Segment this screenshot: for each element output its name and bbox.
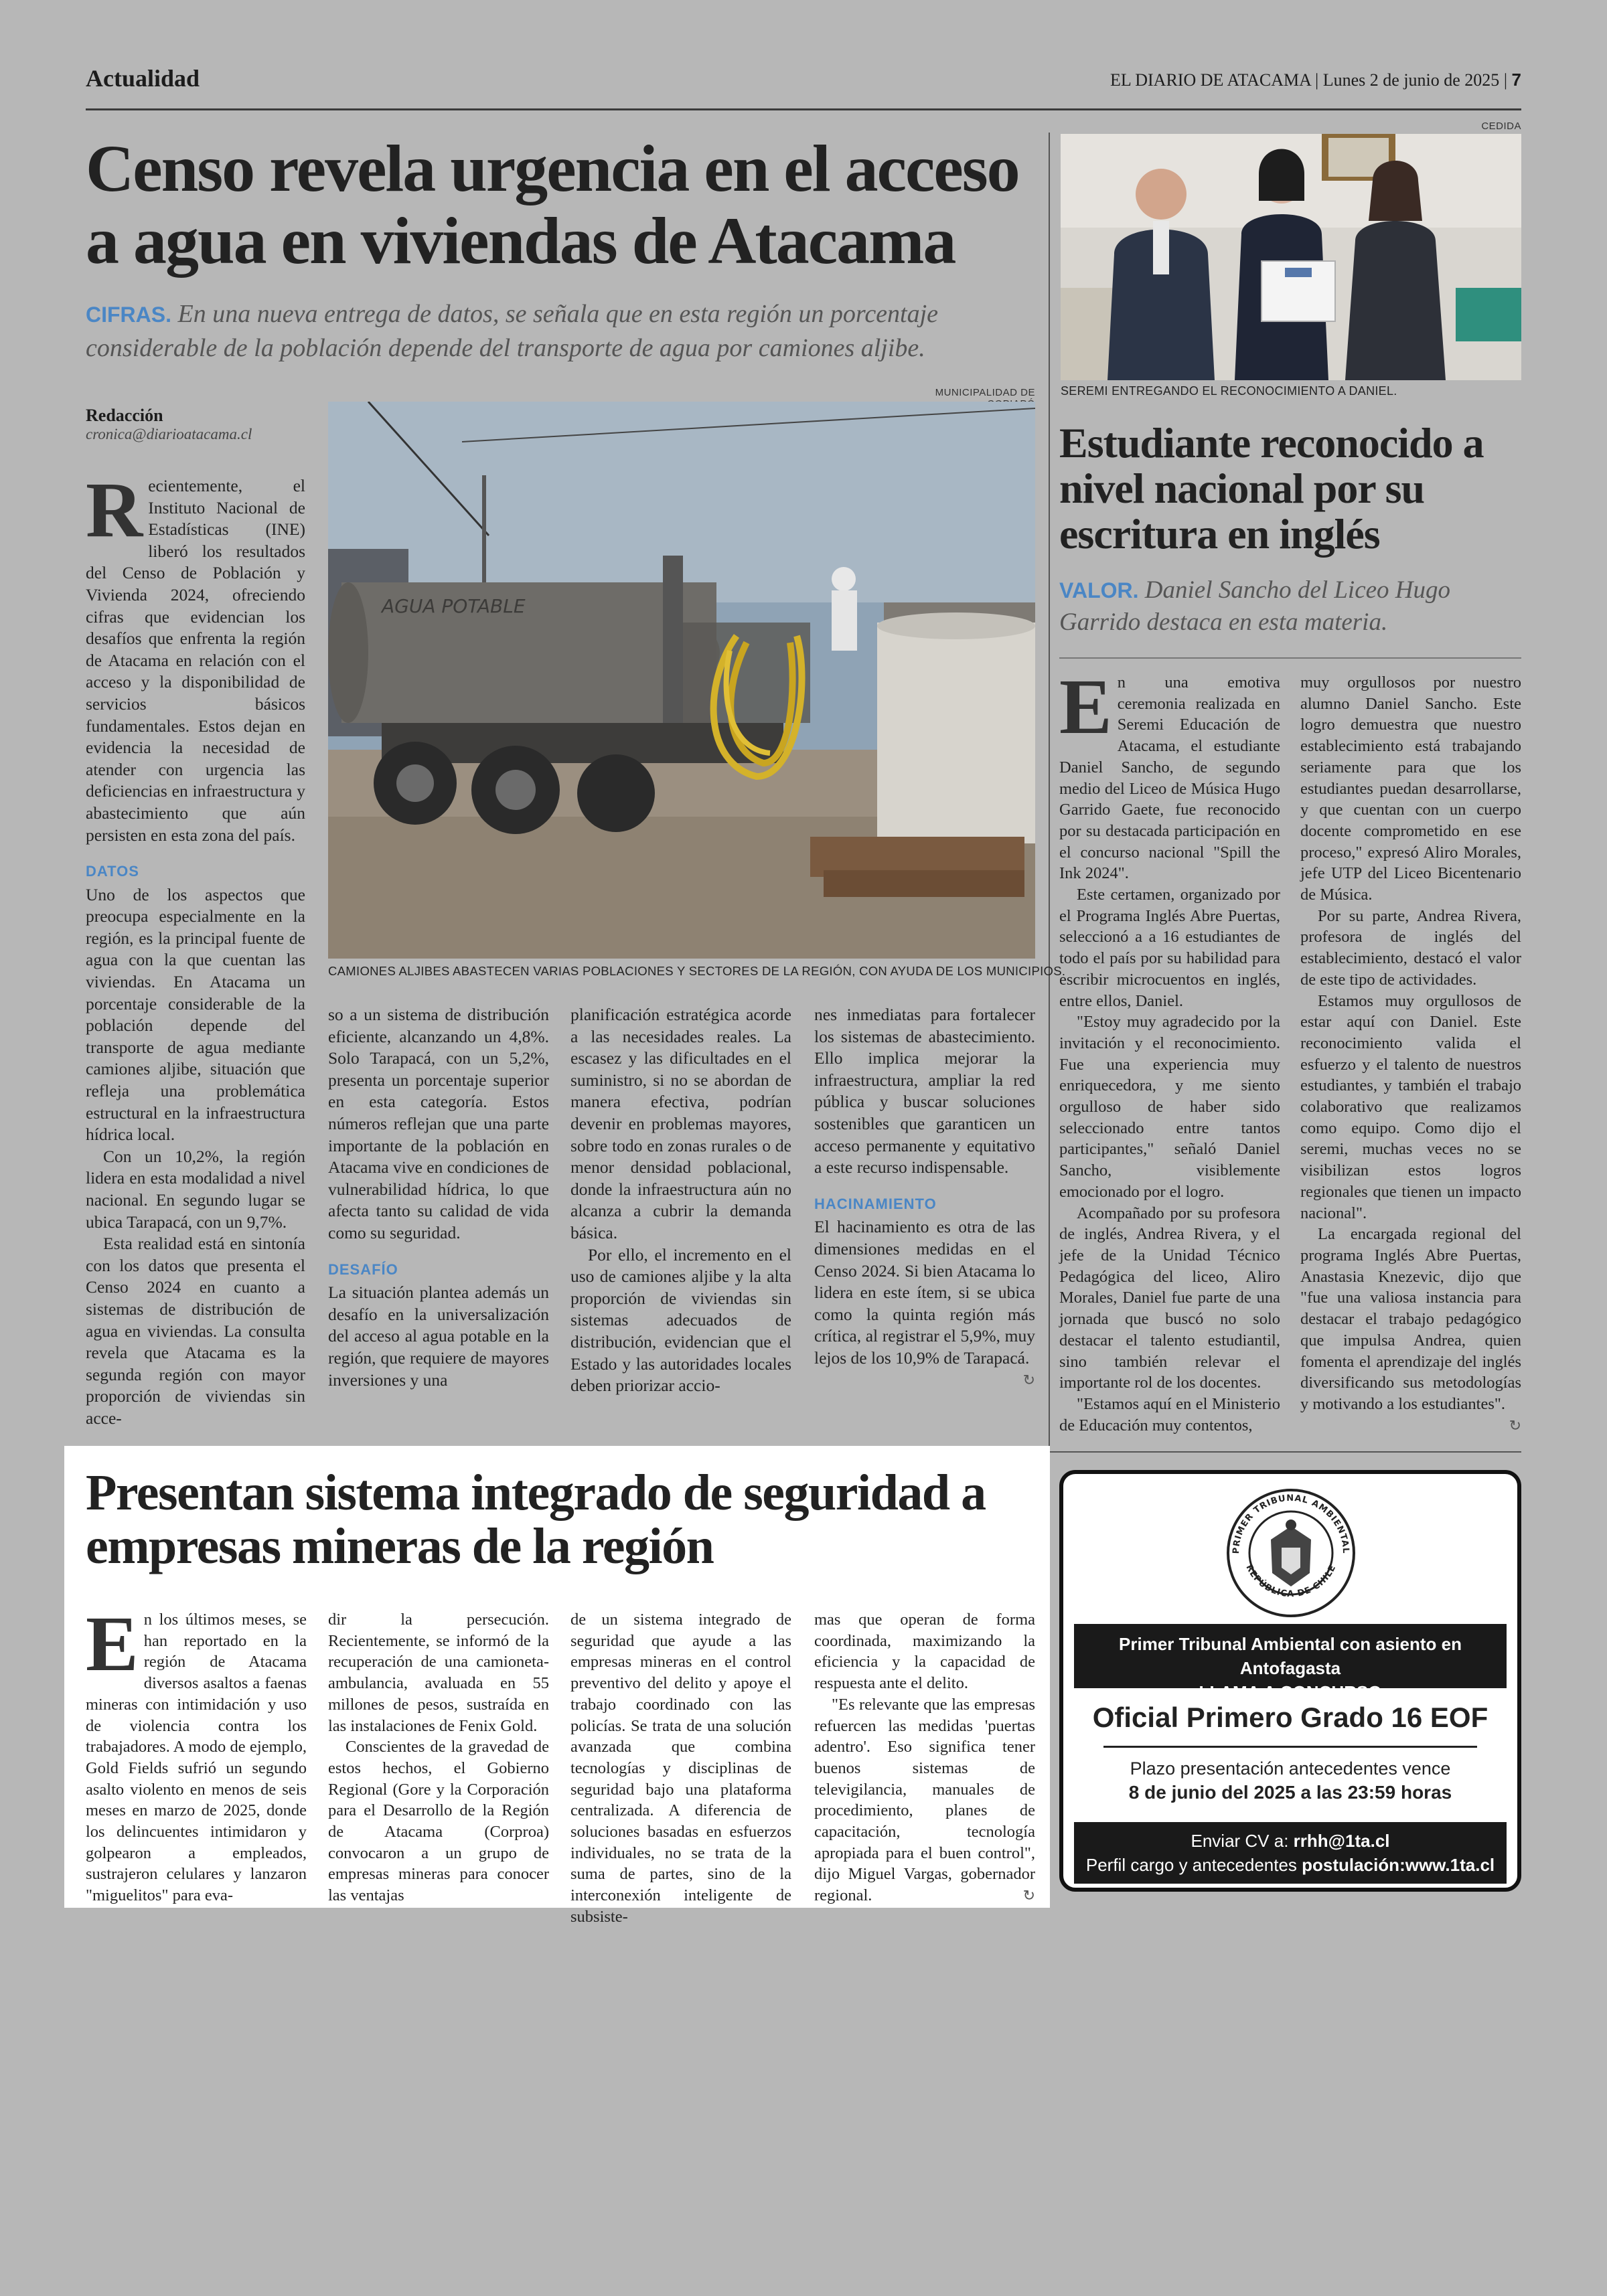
ad-position: Oficial Primero Grado 16 EOF [1092,1702,1488,1733]
main-col2-p2: La situación plantea además un desafío en la universalización del acceso al agua potable en la región, que requiere de mayores inversiones y una [328,1283,549,1390]
side-col1-p5: "Estamos aquí en el Ministerio de Educación muy contentos, [1059,1394,1280,1434]
byline-email: cronica@diarioatacama.cl [86,426,252,442]
main-col1-p1: ecientemente, el Instituto Nacional de Estadísticas (INE) liberó los resultados del Censo de Población y Vivienda 2024, ofreciendo cifras que evidencian los desafíos que enfrenta la región de Atacama en relación con el acceso y la disponibilidad de servicios básicos fundamentales. Estos dejan en evidencia la necesidad de atender con urgencia las deficiencias en infraestructura y abastecimiento que aún persisten en esta zona del país. [86,476,305,845]
ad-line2: LLAMA A CONCURSO [1199,1682,1382,1702]
ad-band-bottom [1074,1822,1507,1884]
award-photo [1061,134,1521,380]
side-col1-p1: n una emotiva ceremonia realizada en Seremi Educación de Atacama, el estudiante Daniel Sancho, de segundo medio del Liceo de Música Hugo Garrido Gaete, fue reconocido por su destacada participación en el concurso nacional "Spill the Ink 2024". [1059,673,1280,883]
side-photo-credit: CEDIDA [1481,120,1521,132]
bottom-dropcap: E [86,1600,139,1688]
bottom-col1-text: n los últimos meses, se han reportado en la región de Atacama diversos asaltos a faenas mineras con intimidación y uso de violencia contra los trabajadores. A modo de ejemplo, Gold Fields sufrió un segundo asalto violento en menos de seis meses en marzo de 2025, donde los delincuentes intimidaron y golpearon a empleados, sustrajeron celulares y lanzaron "miguelitos" para eva- [86,1611,307,1905]
bottom-col4-p2: "Es relevante que las empresas refuercen las medidas 'puertas adentro'. Eso significa tener buenos sistemas de televigilancia, manuales de procedimiento, planes de capacitación, tecnología apropiada para el buen control", dijo Miguel Vargas, gobernador regional. [814,1695,1035,1905]
side-col-1 [1059,663,1280,1436]
main-col1-p4: Esta realidad está en sintonía con los datos que presenta el Censo 2024 en cuanto a sistemas de distribución de agua en viviendas. La consulta revela que Atacama es la segunda región con mayor proporción de viviendas sin acce- [86,1234,305,1428]
section-desafio: DESAFÍO [328,1260,398,1278]
side-dropcap: E [1059,663,1112,750]
side-headline: Estudiante reconocido a nivel nacional por su escritura en inglés [1059,419,1484,558]
main-headline [86,133,1043,277]
bottom-col-1 [86,1600,307,1906]
side-col-2 [1300,672,1521,1436]
byline [86,406,252,443]
main-col3-p2: Por ello, el incremento en el uso de camiones aljibe y la alta proporción de viviendas sin sistemas adecuados de distribución, evidencian que el Estado y las autoridades locales deben priorizar accio- [570,1244,791,1396]
bottom-end-mark: ↻ [1022,1887,1035,1904]
side-col2-p1: muy orgullosos por nuestro alumno Daniel Sancho. Este logro demuestra que nuestro establecimiento está trabajando seriamente para que los estudiantes puedan desarrollarse, y que cuentan con un cuerpo docente comprometido en ese proceso," expresó Aliro Morales, jefe UTP del Liceo Bicentenario de Música. [1300,673,1521,904]
ad-rule [1103,1746,1477,1748]
side-photo-caption: SEREMI ENTREGANDO EL RECONOCIMIENTO A DANIEL. [1061,384,1397,398]
truck-photo [328,402,1035,959]
main-col1-p2: Uno de los aspectos que preocupa especialmente en la región, es la principal fuente de agua con la que cuentan las viviendas. En Atacama un porcentaje considerable de la población depende del transporte de agua mediante camiones aljibe, situación que refleja una problemática estructural en la infraestructura hídrica local. [86,884,305,1145]
side-kicker: VALOR. [1059,578,1139,602]
byline-name: Redacción [86,406,163,425]
main-col1-p3: Con un 10,2%, la región lidera en esta modalidad a nivel nacional. En segundo lugar se ubica Tarapacá, con un 9,7%. [86,1146,305,1232]
bottom-col3-text: de un sistema integrado de seguridad que ayude a las empresas mineras en el control preventivo del delito y apoye el trabajo coordinado con las policías. Se trata de una solución avanzada que combina tecnologías y disciplinas de seguridad bajo una plataforma centralizada. A diferencia de soluciones basadas en esfuerzos individuales, no se trata de la suma de partes, sino de la interconexión inteligente de subsiste- [570,1611,791,1926]
bottom-col2-p2: Conscientes de la gravedad de estos hechos, el Gobierno Regional (Gore y la Corporación para el Desarrollo de la Región de Atacama (Corproa) convocaron a un grupo de empresas mineras para conocer las ventajas [328,1738,549,1905]
side-rule [1059,657,1521,659]
page-number: 7 [1511,70,1521,90]
seal-top-text: PRIMER TRIBUNAL AMBIENTAL [1231,1493,1351,1554]
section-hacinamiento: HACINAMIENTO [814,1195,937,1212]
main-col4-p2: El hacinamiento es otra de las dimensiones medidas en el Censo 2024. Si bien Atacama lo lidera en este ítem, si se ubica como la quinta región más crítica, al registrar el 5,9%, muy lejos de los 10,9% de Tarapacá. [814,1217,1035,1368]
side-col2-p4: La encargada regional del programa Inglés Abre Puertas, Anastasia Knezevic, dijo que "fue una valiosa instancia para destacar el trabajo pedagógico que impulsa Andrea, quien fomenta el aprendizaje del inglés diversificando sus metodologías y motivando a los estudiantes". [1300,1225,1521,1413]
bottom-col2-p1: dir la persecución. Recientemente, se informó de la recuperación de una camioneta-ambulancia, avaluada en 55 millones de pesos, sustraída en las instalaciones de Fenix Gold. [328,1611,549,1735]
column-divider [1049,133,1050,1451]
side-col1-p4: Acompañado por su profesora de inglés, Andrea Rivera, y el jefe de la Unidad Técnico Pedagógica del liceo, Aliro Morales, Daniel fue parte de una jornada que buscó no solo destacar el talento estudiantil, sino también relevar el importante rol de los docentes. [1059,1204,1280,1392]
ad-profile-label: Perfil cargo y antecedentes [1085,1855,1297,1875]
seal-bottom-text: REPÚBLICA DE CHILE [1243,1563,1338,1600]
photo-credit: MUNICIPALIDAD DE [935,387,1035,398]
section-datos: DATOS [86,863,139,880]
main-photo-caption: CAMIONES ALJIBES ABASTECEN VARIAS POBLACIONES Y SECTORES DE LA REGIÓN, CON AYUDA DE LOS MUNICIPIOS. [328,964,1066,978]
main-end-mark: ↻ [1022,1371,1035,1388]
ad-plazo2: 8 de junio del 2025 a las 23:59 horas [1128,1782,1452,1803]
side-subhead [1059,574,1521,639]
main-col-2 [328,1004,549,1391]
publication-name: EL DIARIO DE ATACAMA [1109,70,1311,90]
bottom-col-4 [814,1609,1035,1906]
ad-line1: Primer Tribunal Ambiental con asiento en Antofagasta [1119,1634,1462,1678]
main-dropcap: R [86,466,143,554]
bottom-col-2 [328,1609,549,1906]
ad-deadline [1063,1756,1517,1805]
tribunal-seal [1224,1486,1358,1620]
main-col2-p1: so a un sistema de distribución eficiente, alcanzando un 4,8%. Solo Tarapacá, con un 5,2%, presenta un porcentaje superior en esta categoría. Estos números reflejan que una parte importante de la población en Atacama vive en condiciones de vulnerabilidad hídrica, lo que afecta tanto su calidad de vida como su seguridad. [328,1005,549,1242]
header-rule [86,108,1521,110]
side-subhead-text: Daniel Sancho del Liceo Hugo Garrido destaca en esta materia. [1059,576,1451,636]
main-subhead [86,297,1050,365]
tank-text: AGUA POTABLE [382,595,526,617]
main-col3-p1: planificación estratégica acorde a las necesidades reales. La escasez y las dificultades en el suministro, si no se abordan de manera efectiva, podrían devenir en problemas mayores, sobre todo en zonas rurales o de menor densidad poblacional, donde la infraestructura aún no alcanza a cubrir la demanda básica. [570,1005,791,1242]
side-col1-p2: Este certamen, organizado por el Programa Inglés Abre Puertas, seleccionó a a 16 estudiantes de todo el país por su habilidad para escribir microcuentos en inglés, entre ellos, Daniel. [1059,886,1280,1010]
ad-profile-url[interactable]: postulación:www.1ta.cl [1302,1855,1495,1875]
ad-band-top [1074,1624,1507,1702]
bottom-col-3 [570,1609,791,1928]
main-col4-p1: nes inmediatas para fortalecer los sistemas de abastecimiento. Ello implica mejorar la infraestructura, ampliar la red pública y buscar soluciones sostenibles que garanticen un acceso permanente y equitativo a este recurso indispensable. [814,1005,1035,1177]
bottom-col4-p1: mas que operan de forma coordinada, maximizando la eficiencia y la capacidad de respuesta ante el delito. [814,1611,1035,1693]
ad-cv-label: Enviar CV a: [1191,1831,1289,1851]
job-ad [1059,1470,1521,1892]
side-end-mark: ↻ [1509,1416,1521,1434]
main-subhead-text: En una nueva entrega de datos, se señala que en esta región un porcentaje considerable de la población depende del transporte de agua por camiones aljibe. [86,300,939,362]
bottom-divider [1049,1451,1521,1453]
ad-plazo1: Plazo presentación antecedentes vence [1130,1758,1451,1779]
section-label: Actualidad [86,65,200,92]
main-col-1 [86,466,305,1430]
publication-info: EL DIARIO DE ATACAMA | Lunes 2 de junio de 2025 | 7 [1109,70,1521,90]
main-col-3 [570,1004,791,1397]
main-headline-line2: a agua en viviendas de Atacama [86,203,955,278]
ad-cv-email[interactable]: rrhh@1ta.cl [1293,1831,1390,1851]
side-col2-p3: Estamos muy orgullosos de estar aquí con Daniel. Este reconocimiento valida el esfuerzo y el talento de nuestros estudiantes, y también el trabajo colaborativo que realizamos como equipo. Como dijo el seremi, muchas veces no se visibilizan estos logros regionales que tienen un impacto nacional". [1300,991,1521,1222]
publication-date: Lunes 2 de junio de 2025 [1322,70,1500,90]
main-col-4 [814,1004,1035,1391]
side-col2-p2: Por su parte, Andrea Rivera, profesora de inglés del establecimiento, destacó el valor de este tipo de actividades. [1300,906,1521,989]
main-headline-line1: Censo revela urgencia en el acceso [86,131,1019,206]
side-col1-p3: "Estoy muy agradecido por la invitación y el reconocimiento. Fue una experiencia muy enriquecedora, y me siento orgulloso de haber sido seleccionado entre tantos participantes," señaló Daniel Sancho, visiblemente emocionado por el logro. [1059,1013,1280,1201]
bottom-headline: Presentan sistema integrado de seguridad a empresas mineras de la región [86,1465,986,1574]
main-kicker: CIFRAS. [86,303,171,327]
